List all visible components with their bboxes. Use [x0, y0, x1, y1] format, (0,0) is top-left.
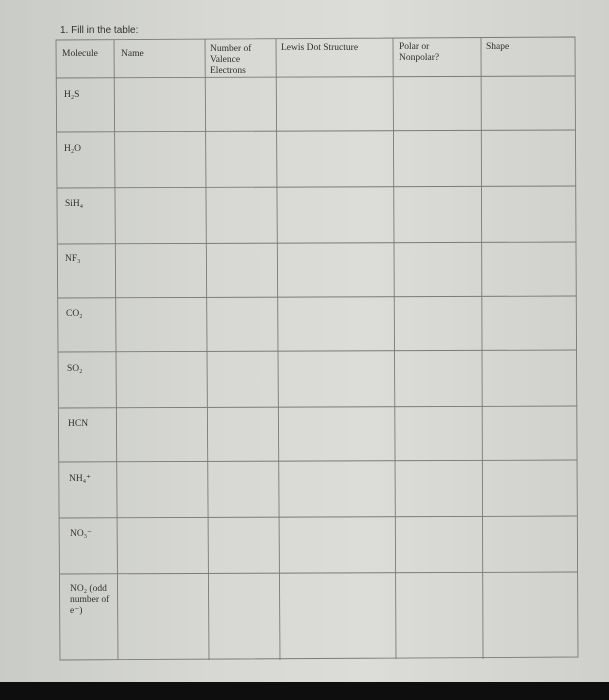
molecule-cell: NO₂ (odd number of e⁻) [70, 584, 110, 616]
row-line [59, 406, 577, 408]
molecule-cell: CO₂ [66, 309, 83, 319]
row-line [60, 572, 578, 574]
row-line [58, 242, 576, 244]
molecule-cell: NH₄⁺ [69, 474, 92, 484]
header-lewis-dot-structure: Lewis Dot Structure [281, 43, 359, 53]
row-line [56, 76, 575, 78]
molecule-cell: HCN [68, 419, 89, 429]
molecule-cell: NF₃ [65, 254, 81, 264]
molecule-cell: H₂S [64, 90, 80, 100]
header-shape: Shape [486, 42, 510, 52]
molecule-cell: NO₃⁻ [70, 529, 93, 539]
column-line [205, 39, 209, 660]
row-line [59, 460, 577, 462]
column-line [276, 39, 280, 660]
row-line [59, 516, 577, 518]
column-line [481, 38, 483, 659]
molecule-cell: H₂O [64, 144, 82, 154]
header-name: Name [121, 49, 144, 59]
row-line [58, 350, 577, 352]
row-line [58, 296, 576, 298]
molecule-cell: SO₂ [67, 364, 83, 374]
instruction-text: 1. Fill in the table: [60, 25, 139, 36]
header-valence-electrons: Number of Valence Electrons [210, 44, 252, 76]
header-polarity: Polar or Nonpolar? [399, 42, 440, 63]
molecule-cell: SiH₄ [65, 199, 84, 209]
header-molecule: Molecule [62, 49, 98, 59]
column-line [114, 40, 118, 660]
bottom-black-bar [0, 682, 609, 700]
row-line [57, 130, 575, 132]
row-line [57, 186, 576, 188]
